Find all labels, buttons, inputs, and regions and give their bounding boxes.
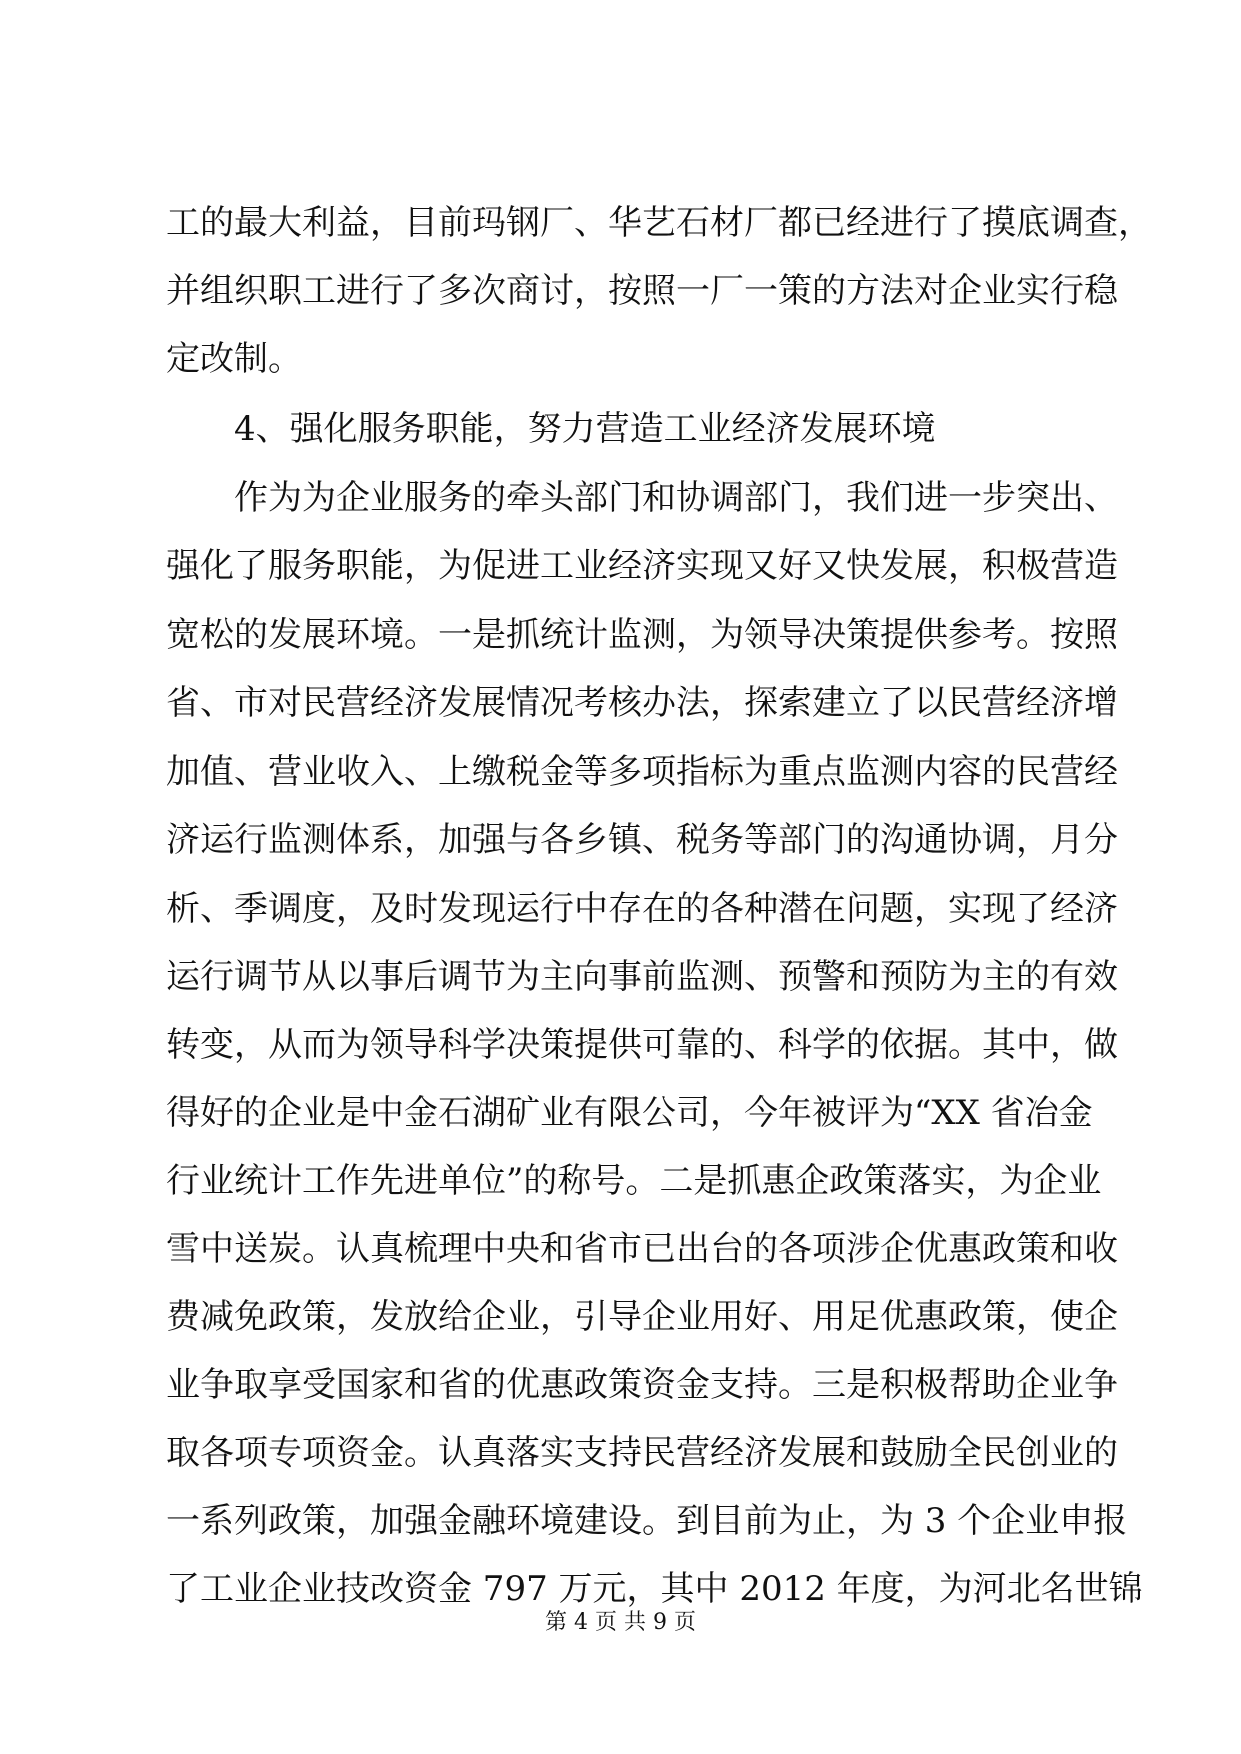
text-line: 得好的企业是中金石湖矿业有限公司，今年被评为“XX 省冶金 <box>166 1093 1093 1133</box>
text-line: 济运行监测体系，加强与各乡镇、税务等部门的沟通协调，月分 <box>166 820 1118 860</box>
text-line: 作为为企业服务的牵头部门和协调部门，我们进一步突出、 <box>234 478 1118 518</box>
text-line: 运行调节从以事后调节为主向事前监测、预警和预防为主的有效 <box>166 957 1118 997</box>
text-line: 费减免政策，发放给企业，引导企业用好、用足优惠政策，使企 <box>166 1297 1118 1337</box>
section-heading: 4、强化服务职能，努力营造工业经济发展环境 <box>234 409 936 449</box>
page-number-footer: 第 4 页 共 9 页 <box>545 1610 696 1635</box>
text-line: 宽松的发展环境。一是抓统计监测，为领导决策提供参考。按照 <box>166 615 1118 655</box>
text-line: 并组织职工进行了多次商讨，按照一厂一策的方法对企业实行稳 <box>166 271 1118 311</box>
text-line: 了工业企业技改资金 797 万元，其中 2012 年度，为河北名世锦 <box>166 1569 1143 1609</box>
text-line: 业争取享受国家和省的优惠政策资金支持。三是积极帮助企业争 <box>166 1365 1118 1405</box>
text-line: 省、市对民营经济发展情况考核办法，探索建立了以民营经济增 <box>166 683 1118 723</box>
text-line: 析、季调度，及时发现运行中存在的各种潜在问题，实现了经济 <box>166 889 1118 929</box>
text-line: 转变，从而为领导科学决策提供可靠的、科学的依据。其中，做 <box>166 1025 1118 1065</box>
text-line: 一系列政策，加强金融环境建设。到目前为止，为 3 个企业申报 <box>166 1501 1128 1541</box>
text-line: 加值、营业收入、上缴税金等多项指标为重点监测内容的民营经 <box>166 752 1118 792</box>
text-line: 强化了服务职能，为促进工业经济实现又好又快发展，积极营造 <box>166 546 1118 586</box>
text-line: 行业统计工作先进单位”的称号。二是抓惠企政策落实，为企业 <box>166 1161 1102 1201</box>
text-line: 工的最大利益，目前玛钢厂、华艺石材厂都已经进行了摸底调查， <box>166 203 1152 243</box>
text-line: 雪中送炭。认真梳理中央和省市已出台的各项涉企优惠政策和收 <box>166 1229 1118 1269</box>
text-line: 定改制。 <box>166 339 302 379</box>
text-line: 取各项专项资金。认真落实支持民营经济发展和鼓励全民创业的 <box>166 1433 1118 1473</box>
